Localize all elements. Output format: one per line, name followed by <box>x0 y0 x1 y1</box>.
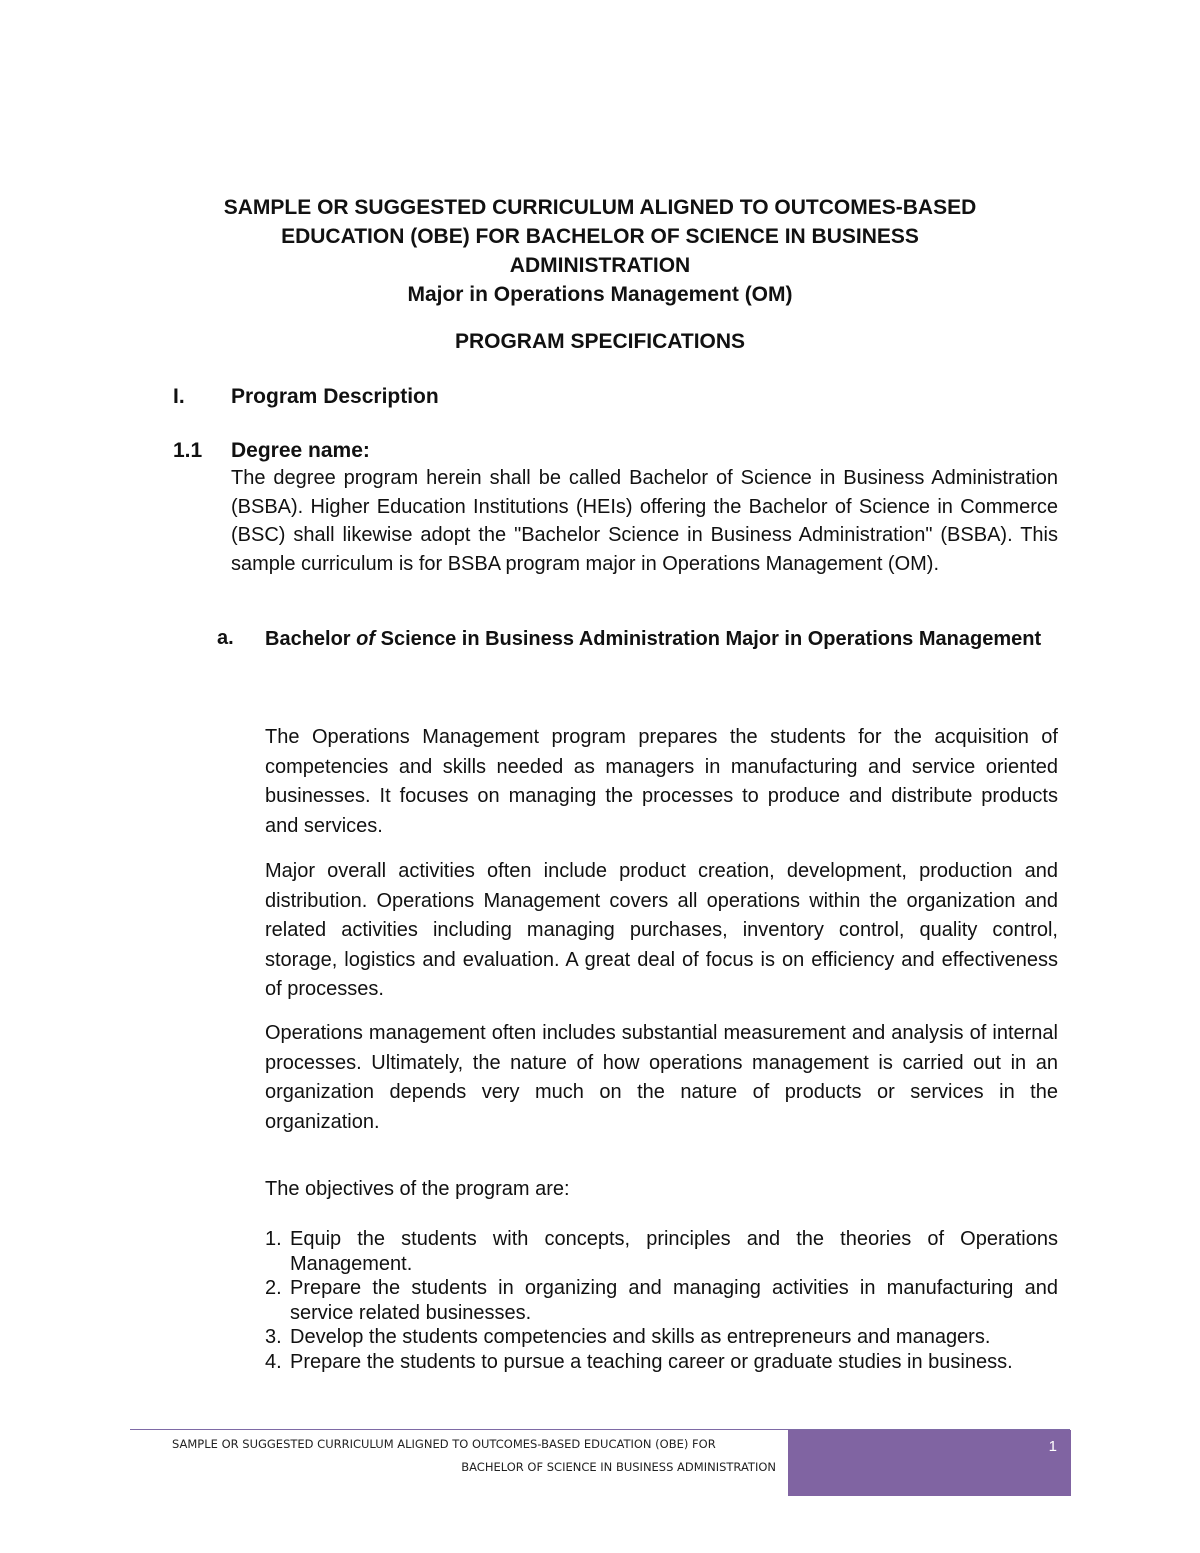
title-major: Major in Operations Management (OM) <box>407 283 793 306</box>
footer-line-2: BACHELOR OF SCIENCE IN BUSINESS ADMINISTRATION <box>461 1460 776 1474</box>
item-a-title-part-1: Bachelor <box>265 628 357 650</box>
program-specifications-heading: PROGRAM SPECIFICATIONS <box>454 330 746 353</box>
body-paragraph-2: Major overall activities often include product creation, development, production and distribution. Operations Management covers all operations within the organization and related activities including managing purchases, inventory control, quality control, storage, logistics and evaluation. A great deal of focus is on efficiency and effectiveness of processes. <box>265 860 1058 1000</box>
body-paragraph-3: Operations management often includes substantial measurement and analysis of internal processes. Ultimately, the nature of how operations management is carried out in an organization depends very much on the nature of products or services in the organization. <box>265 1022 1058 1133</box>
section-number: I. <box>173 385 185 408</box>
list-item <box>265 1227 1058 1276</box>
body-paragraph-1: The Operations Management program prepares the students for the acquisition of competencies and skills needed as managers in manufacturing and service oriented businesses. It focuses on managing the processes to produce and distribute products and services. <box>265 726 1058 837</box>
list-item <box>265 1276 1058 1325</box>
section-title: Program Description <box>231 385 439 408</box>
objectives-list <box>265 1227 1058 1374</box>
list-item-text: Prepare the students in organizing and managing activities in manufacturing and service related businesses. <box>290 1277 1058 1324</box>
list-item <box>265 1350 1058 1375</box>
list-item-number: 1. <box>265 1228 282 1250</box>
title-line-3: ADMINISTRATION <box>509 254 691 277</box>
title-line-1: SAMPLE OR SUGGESTED CURRICULUM ALIGNED TO OUTCOMES-BASED <box>223 196 977 219</box>
footer-text <box>130 1433 776 1479</box>
section-program-description <box>173 385 439 409</box>
item-a-title <box>265 627 1058 652</box>
list-item-number: 4. <box>265 1350 282 1373</box>
page-number: 1 <box>1048 1438 1057 1455</box>
page-number-box <box>788 1430 1071 1496</box>
document-title <box>140 193 1060 309</box>
item-a-letter: a. <box>217 627 234 649</box>
list-item-text: Develop the students competencies and skills as entrepreneurs and managers. <box>290 1326 991 1348</box>
subsection-title: Degree name: <box>231 439 370 462</box>
subsection-number: 1.1 <box>173 439 203 462</box>
footer-line-1: SAMPLE OR SUGGESTED CURRICULUM ALIGNED TO OUTCOMES-BASED EDUCATION (OBE) FOR <box>172 1437 716 1451</box>
list-item-text: Prepare the students to pursue a teaching career or graduate studies in business. <box>290 1350 1013 1373</box>
item-a-title-part-2: Science in Business Administration Major in Operations Management <box>375 628 1042 650</box>
item-a-title-italic: of <box>356 628 376 650</box>
subsection-degree-name <box>173 439 370 463</box>
list-item-text: Equip the students with concepts, principles and the theories of Operations Management. <box>290 1228 1058 1275</box>
list-item <box>265 1325 1058 1350</box>
objectives-intro: The objectives of the program are: <box>265 1178 570 1200</box>
list-item-number: 3. <box>265 1326 282 1348</box>
degree-name-paragraph: The degree program herein shall be called Bachelor of Science in Business Administration (BSBA). Higher Education Institutions (HEIs) offering the Bachelor of Science in Commerce (BSC) shall likewise adopt the "Bachelor Science in Business Administration" (BSBA). This sample curriculum is for BSBA program major in Operations Management (OM). <box>231 467 1058 575</box>
title-line-2: EDUCATION (OBE) FOR BACHELOR OF SCIENCE IN BUSINESS <box>281 225 919 248</box>
list-item-number: 2. <box>265 1277 282 1299</box>
